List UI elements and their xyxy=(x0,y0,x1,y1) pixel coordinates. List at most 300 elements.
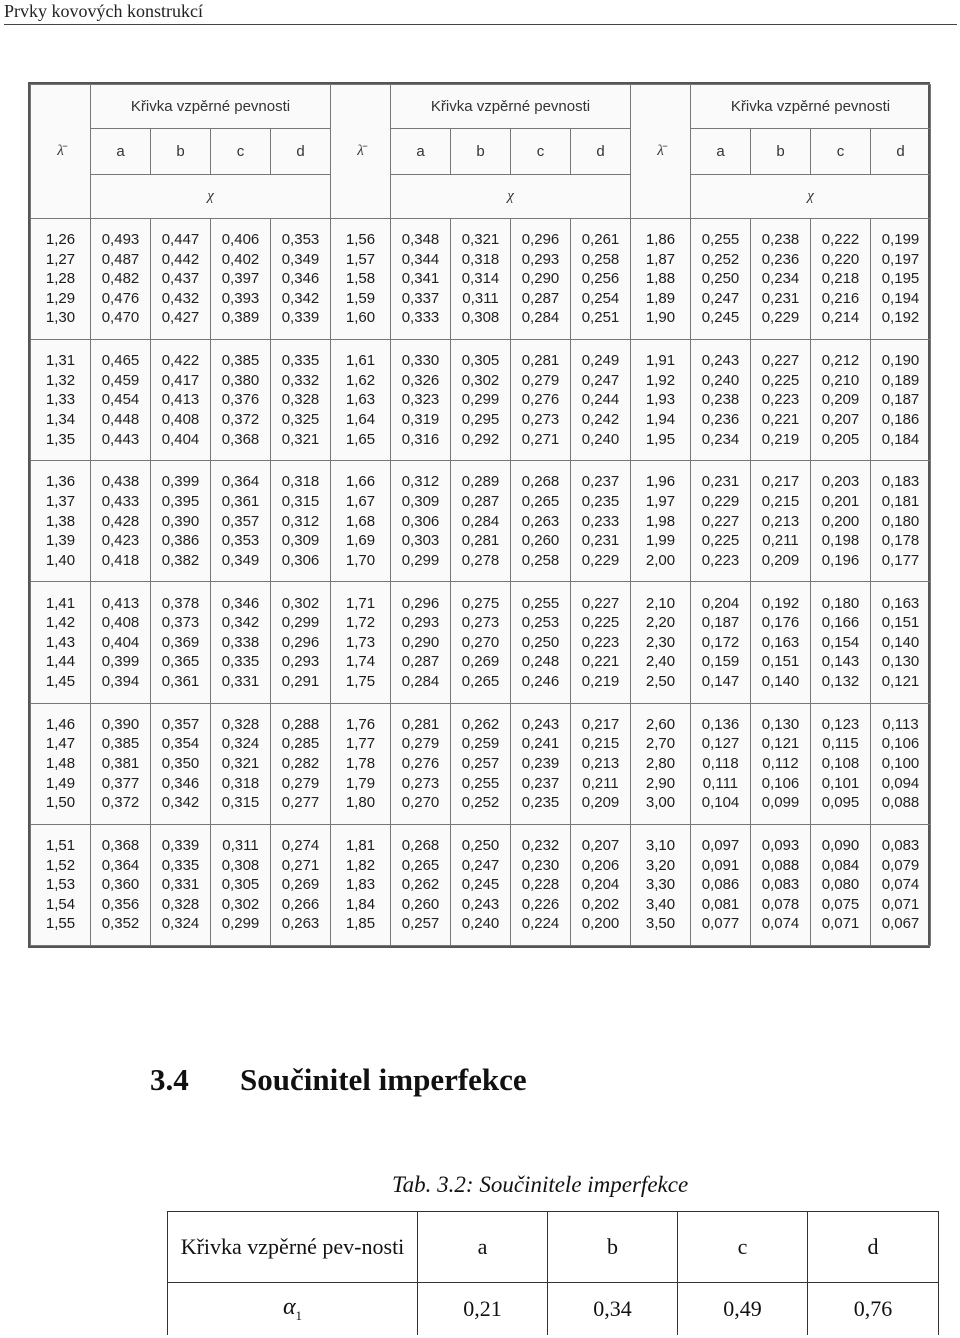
table-value: 0,184 xyxy=(881,430,920,448)
table-value: 1,68 xyxy=(345,512,376,530)
table-value: 1,37 xyxy=(45,493,76,510)
table-value: 0,293 xyxy=(521,250,560,268)
table-value: 2,70 xyxy=(645,735,676,753)
table-value: 0,321 xyxy=(461,231,500,249)
table-value: 0,293 xyxy=(281,653,320,671)
table-value: 0,305 xyxy=(221,876,260,894)
table-value: 1,61 xyxy=(345,352,376,370)
table-value: 0,081 xyxy=(701,895,740,913)
table-value: 1,44 xyxy=(45,653,76,671)
table-value: 0,214 xyxy=(821,309,860,327)
lambda-values xyxy=(31,703,91,824)
chi-values-a xyxy=(691,703,751,824)
chi-values-a xyxy=(391,219,451,340)
table-caption: Tab. 3.2: Součinitele imperfekce xyxy=(392,1172,689,1197)
table-value: 0,071 xyxy=(821,915,860,933)
table-value: 0,181 xyxy=(881,493,920,510)
table-value: 0,090 xyxy=(821,836,860,854)
table-value: 0,393 xyxy=(221,289,260,307)
table-value: 0,284 xyxy=(521,309,560,327)
table-value: 0,284 xyxy=(461,512,500,530)
buckling-block-row xyxy=(31,219,931,340)
table-value: 0,228 xyxy=(521,876,560,894)
table-value: 0,229 xyxy=(581,551,620,569)
table-value: 0,132 xyxy=(821,672,860,690)
table-value: 0,243 xyxy=(461,895,500,913)
alpha-label-cell xyxy=(168,1283,418,1336)
chi-values-c xyxy=(211,824,271,945)
table-value: 1,55 xyxy=(45,915,76,933)
table-value: 0,180 xyxy=(821,594,860,612)
chi-values-c xyxy=(211,582,271,703)
table-value: 0,140 xyxy=(761,672,800,690)
table-value: 1,57 xyxy=(345,250,376,268)
table-value: 0,348 xyxy=(401,231,440,249)
table-value: 0,223 xyxy=(701,551,740,569)
table-value: 0,113 xyxy=(882,715,919,733)
table-value: 1,52 xyxy=(45,856,76,874)
table-value: 0,324 xyxy=(161,915,200,933)
table-value: 1,82 xyxy=(345,856,376,874)
table-value: 0,364 xyxy=(221,473,260,491)
table-value: 0,372 xyxy=(221,411,260,429)
table-value: 0,209 xyxy=(761,551,800,569)
chi-values-b xyxy=(751,703,811,824)
table-value: 0,186 xyxy=(881,411,920,429)
table-value: 0,151 xyxy=(881,614,920,632)
table-value: 0,080 xyxy=(821,876,860,894)
alpha-symbol: $\alpha_1$ xyxy=(282,1294,303,1323)
table-value: 0,097 xyxy=(701,836,740,854)
table-value: 0,233 xyxy=(581,512,620,530)
table-value: 1,83 xyxy=(345,876,376,894)
table-value: 0,312 xyxy=(281,512,320,530)
table-value: 0,249 xyxy=(581,352,620,370)
table-value: 0,454 xyxy=(101,391,140,409)
chi-values-a xyxy=(391,582,451,703)
table-value: 1,70 xyxy=(345,551,376,569)
alpha-value-d: 0,76 xyxy=(808,1283,939,1336)
table-value: 0,438 xyxy=(101,473,140,491)
table-value: 0,209 xyxy=(581,794,620,812)
table-value: 1,40 xyxy=(45,551,76,569)
table-value: 1,36 xyxy=(45,473,76,491)
curve-column-header: c xyxy=(211,129,271,175)
table-value: 0,315 xyxy=(221,794,260,812)
curve-column-header: b xyxy=(451,129,511,175)
table-value: 3,00 xyxy=(645,794,676,812)
table-value: 0,176 xyxy=(761,614,800,632)
table-value: 0,190 xyxy=(881,352,920,370)
imperfection-header-row xyxy=(168,1212,939,1283)
table-value: 0,328 xyxy=(281,391,320,409)
table-value: 2,10 xyxy=(645,594,676,612)
chi-values-a xyxy=(391,461,451,582)
table-value: 1,65 xyxy=(345,430,376,448)
table-value: 0,106 xyxy=(761,774,800,792)
table-value: 0,095 xyxy=(821,794,860,812)
table-value: 0,265 xyxy=(401,856,440,874)
table-value: 0,104 xyxy=(701,794,740,812)
table-value: 1,56 xyxy=(345,231,376,249)
table-value: 0,315 xyxy=(281,493,320,510)
table-value: 0,219 xyxy=(761,430,800,448)
table-value: 0,408 xyxy=(161,411,200,429)
table-value: 0,250 xyxy=(701,270,740,288)
lambda-values xyxy=(331,219,391,340)
table-value: 0,207 xyxy=(581,836,620,854)
table-value: 0,127 xyxy=(701,735,740,753)
table-value: 0,227 xyxy=(701,512,740,530)
alpha-subscript: 1 xyxy=(295,1307,303,1323)
table-value: 0,235 xyxy=(581,493,620,510)
table-value: 1,35 xyxy=(45,430,76,448)
table-value: 0,361 xyxy=(161,672,200,690)
table-value: 2,20 xyxy=(645,614,676,632)
chi-values-d xyxy=(871,582,931,703)
table-value: 0,071 xyxy=(881,895,920,913)
table-value: 0,390 xyxy=(161,512,200,530)
table-value: 0,251 xyxy=(581,309,620,327)
chi-values-b xyxy=(151,582,211,703)
table-value: 0,231 xyxy=(581,532,620,550)
table-value: 0,417 xyxy=(161,371,200,389)
table-value: 0,140 xyxy=(881,633,920,651)
table-value: 0,194 xyxy=(881,289,920,307)
chi-values-c xyxy=(211,219,271,340)
table-value: 1,73 xyxy=(345,633,376,651)
curve-column-header: d xyxy=(271,129,331,175)
table-value: 1,54 xyxy=(45,895,76,913)
chi-values-d xyxy=(571,824,631,945)
alpha-value-c: 0,49 xyxy=(678,1283,808,1336)
table-value: 0,344 xyxy=(401,250,440,268)
table-value: 0,255 xyxy=(701,231,740,249)
table-value: 0,121 xyxy=(881,672,920,690)
table-value: 0,399 xyxy=(161,473,200,491)
table-value: 1,32 xyxy=(45,371,76,389)
table-value: 0,277 xyxy=(281,794,320,812)
table-value: 0,074 xyxy=(761,915,800,933)
imperfection-table xyxy=(167,1211,939,1335)
table-value: 0,192 xyxy=(881,309,920,327)
chi-values-d xyxy=(871,340,931,461)
table-value: 0,166 xyxy=(821,614,860,632)
chi-values-c xyxy=(511,461,571,582)
table-value: 0,178 xyxy=(881,532,920,550)
table-value: 0,218 xyxy=(821,270,860,288)
table-value: 2,40 xyxy=(645,653,676,671)
lambda-values xyxy=(31,582,91,703)
table-value: 0,350 xyxy=(161,754,200,772)
table-value: 0,275 xyxy=(461,594,500,612)
table-value: 0,299 xyxy=(281,614,320,632)
table-value: 0,262 xyxy=(401,876,440,894)
table-value: 0,240 xyxy=(461,915,500,933)
chi-values-c xyxy=(811,824,871,945)
chi-values-b xyxy=(151,824,211,945)
section-title: Součinitel imperfekce xyxy=(240,1062,527,1097)
chi-values-b xyxy=(451,824,511,945)
table-value: 0,242 xyxy=(581,411,620,429)
table-value: 0,215 xyxy=(581,735,620,753)
table-value: 1,60 xyxy=(345,309,376,327)
page-header-title: Prvky kovových konstrukcí xyxy=(4,1,203,21)
table-value: 0,204 xyxy=(581,876,620,894)
lambda-values xyxy=(331,582,391,703)
table-value: 1,62 xyxy=(345,371,376,389)
table-value: 0,177 xyxy=(881,551,920,569)
table-value: 0,250 xyxy=(521,633,560,651)
table-value: 0,268 xyxy=(521,473,560,491)
table-value: 0,237 xyxy=(581,473,620,491)
table-value: 0,269 xyxy=(461,653,500,671)
table-value: 0,226 xyxy=(521,895,560,913)
table-value: 0,263 xyxy=(521,512,560,530)
table-value: 0,281 xyxy=(401,715,440,733)
table-value: 0,335 xyxy=(221,653,260,671)
table-value: 0,281 xyxy=(521,352,560,370)
chi-values-d xyxy=(271,582,331,703)
table-value: 0,326 xyxy=(401,371,440,389)
chi-values-c xyxy=(511,340,571,461)
chi-values-b xyxy=(451,219,511,340)
table-value: 0,257 xyxy=(461,754,500,772)
table-value: 0,258 xyxy=(581,250,620,268)
curve-column-header: d xyxy=(871,129,931,175)
chi-values-c xyxy=(811,461,871,582)
table-value: 0,279 xyxy=(281,774,320,792)
table-value: 0,240 xyxy=(581,430,620,448)
table-value: 0,236 xyxy=(761,250,800,268)
table-value: 0,353 xyxy=(221,532,260,550)
chi-values-d xyxy=(871,461,931,582)
table-value: 0,221 xyxy=(581,653,620,671)
table-value: 0,361 xyxy=(221,493,260,510)
table-value: 0,237 xyxy=(521,774,560,792)
table-value: 0,389 xyxy=(221,309,260,327)
table-value: 0,482 xyxy=(101,270,140,288)
table-value: 0,216 xyxy=(821,289,860,307)
table-value: 0,276 xyxy=(401,754,440,772)
table-value: 0,287 xyxy=(461,493,500,510)
table-value: 0,302 xyxy=(461,371,500,389)
table-value: 0,100 xyxy=(881,754,920,772)
table-value: 1,87 xyxy=(645,250,676,268)
chi-values-b xyxy=(151,703,211,824)
table-value: 0,259 xyxy=(461,735,500,753)
table-value: 0,088 xyxy=(761,856,800,874)
table-value: 1,45 xyxy=(45,672,76,690)
chi-values-b xyxy=(751,824,811,945)
lambda-header: λ̄ xyxy=(331,85,391,219)
table-value: 0,255 xyxy=(461,774,500,792)
table-value: 0,231 xyxy=(701,473,740,491)
table-value: 0,274 xyxy=(281,836,320,854)
chi-values-c xyxy=(511,703,571,824)
table-value: 0,187 xyxy=(881,391,920,409)
table-value: 1,95 xyxy=(645,430,676,448)
table-value: 0,212 xyxy=(821,352,860,370)
chi-values-a xyxy=(691,582,751,703)
table-value: 0,202 xyxy=(581,895,620,913)
table-value: 0,197 xyxy=(881,250,920,268)
table-value: 0,386 xyxy=(161,532,200,550)
table-value: 0,309 xyxy=(401,493,440,510)
table-value: 0,296 xyxy=(521,231,560,249)
table-value: 1,78 xyxy=(345,754,376,772)
table-value: 0,332 xyxy=(281,371,320,389)
table-value: 0,270 xyxy=(401,794,440,812)
curve-column-header: c xyxy=(811,129,871,175)
table-value: 1,43 xyxy=(45,633,76,651)
table-value: 0,318 xyxy=(461,250,500,268)
table-value: 0,130 xyxy=(761,715,800,733)
table-value: 0,318 xyxy=(221,774,260,792)
table-value: 0,418 xyxy=(101,551,140,569)
table-value: 0,094 xyxy=(881,774,920,792)
table-value: 1,46 xyxy=(45,715,76,733)
table-value: 0,231 xyxy=(761,289,800,307)
table-value: 0,083 xyxy=(881,836,920,854)
table-value: 0,448 xyxy=(101,411,140,429)
curve-b-header: b xyxy=(548,1212,678,1283)
table-value: 1,26 xyxy=(45,231,76,249)
chi-values-d xyxy=(271,461,331,582)
table-value: 0,199 xyxy=(881,231,920,249)
table-value: 0,302 xyxy=(221,895,260,913)
table-value: 0,223 xyxy=(761,391,800,409)
chi-header: χ xyxy=(391,175,631,219)
table-value: 0,381 xyxy=(101,754,140,772)
table-value: 0,342 xyxy=(161,794,200,812)
table-value: 3,30 xyxy=(645,876,676,894)
table-value: 1,94 xyxy=(645,411,676,429)
chi-values-b xyxy=(151,461,211,582)
table-value: 0,225 xyxy=(581,614,620,632)
lambda-values xyxy=(331,703,391,824)
table-value: 1,98 xyxy=(645,512,676,530)
table-value: 0,244 xyxy=(581,391,620,409)
chi-values-d xyxy=(571,340,631,461)
table-value: 0,200 xyxy=(581,915,620,933)
table-value: 2,00 xyxy=(645,551,676,569)
table-value: 0,200 xyxy=(821,512,860,530)
table-value: 1,91 xyxy=(645,352,676,370)
chi-values-d xyxy=(571,219,631,340)
chi-values-a xyxy=(691,219,751,340)
table-value: 0,108 xyxy=(821,754,860,772)
table-value: 1,80 xyxy=(345,794,376,812)
table-value: 0,258 xyxy=(521,551,560,569)
table-value: 0,368 xyxy=(221,430,260,448)
table-value: 0,339 xyxy=(161,836,200,854)
chi-values-c xyxy=(511,219,571,340)
table-value: 0,328 xyxy=(161,895,200,913)
table-value: 0,395 xyxy=(161,493,200,510)
chi-values-a xyxy=(91,461,151,582)
table-value: 0,338 xyxy=(221,633,260,651)
buckling-block-row xyxy=(31,582,931,703)
table-value: 0,299 xyxy=(461,391,500,409)
table-value: 0,263 xyxy=(281,915,320,933)
table-value: 0,192 xyxy=(761,594,800,612)
table-value: 0,088 xyxy=(881,794,920,812)
chi-header: χ xyxy=(91,175,331,219)
curve-label-cell xyxy=(168,1212,418,1283)
curve-column-header: b xyxy=(151,129,211,175)
table-value: 0,349 xyxy=(281,250,320,268)
table-value: 0,239 xyxy=(521,754,560,772)
lambda-values xyxy=(631,219,691,340)
curve-group-title: Křivka vzpěrné pevnosti xyxy=(691,85,931,129)
table-value: 0,342 xyxy=(281,289,320,307)
table-value: 0,271 xyxy=(281,856,320,874)
table-value: 0,331 xyxy=(221,672,260,690)
table-value: 0,290 xyxy=(401,633,440,651)
chi-values-a xyxy=(91,219,151,340)
table-value: 0,306 xyxy=(401,512,440,530)
table-value: 0,493 xyxy=(101,231,140,249)
table-value: 1,63 xyxy=(345,391,376,409)
table-value: 0,476 xyxy=(101,289,140,307)
table-value: 1,74 xyxy=(345,653,376,671)
table-value: 0,121 xyxy=(761,735,800,753)
table-value: 1,51 xyxy=(45,836,76,854)
buckling-block-row xyxy=(31,340,931,461)
table-value: 0,270 xyxy=(461,633,500,651)
table-value: 0,276 xyxy=(521,391,560,409)
table-value: 0,308 xyxy=(221,856,260,874)
table-value: 0,314 xyxy=(461,270,500,288)
table-value: 0,247 xyxy=(461,856,500,874)
table-value: 0,273 xyxy=(401,774,440,792)
lambda-values xyxy=(31,461,91,582)
table-value: 0,225 xyxy=(701,532,740,550)
table-value: 0,443 xyxy=(101,430,140,448)
table-value: 0,235 xyxy=(521,794,560,812)
lambda-values xyxy=(631,703,691,824)
lambda-values xyxy=(631,824,691,945)
table-value: 0,465 xyxy=(101,352,140,370)
table-value: 0,243 xyxy=(521,715,560,733)
table-value: 0,229 xyxy=(701,493,740,510)
table-value: 0,260 xyxy=(401,895,440,913)
table-value: 0,227 xyxy=(761,352,800,370)
table-value: 0,303 xyxy=(401,532,440,550)
table-value: 0,217 xyxy=(581,715,620,733)
curve-column-header: d xyxy=(571,129,631,175)
chi-values-d xyxy=(571,703,631,824)
table-value: 0,404 xyxy=(101,633,140,651)
curve-column-header: a xyxy=(391,129,451,175)
table-value: 0,163 xyxy=(761,633,800,651)
chi-values-d xyxy=(271,219,331,340)
table-value: 0,118 xyxy=(702,754,739,772)
table-value: 0,260 xyxy=(521,532,560,550)
chi-values-b xyxy=(451,340,511,461)
table-value: 0,399 xyxy=(101,653,140,671)
table-value: 0,189 xyxy=(881,371,920,389)
table-value: 0,357 xyxy=(221,512,260,530)
table-value: 0,312 xyxy=(401,473,440,491)
table-value: 0,356 xyxy=(101,895,140,913)
table-value: 1,72 xyxy=(345,614,376,632)
table-value: 0,296 xyxy=(401,594,440,612)
chi-values-d xyxy=(271,824,331,945)
table-value: 0,203 xyxy=(821,473,860,491)
table-value: 0,219 xyxy=(581,672,620,690)
